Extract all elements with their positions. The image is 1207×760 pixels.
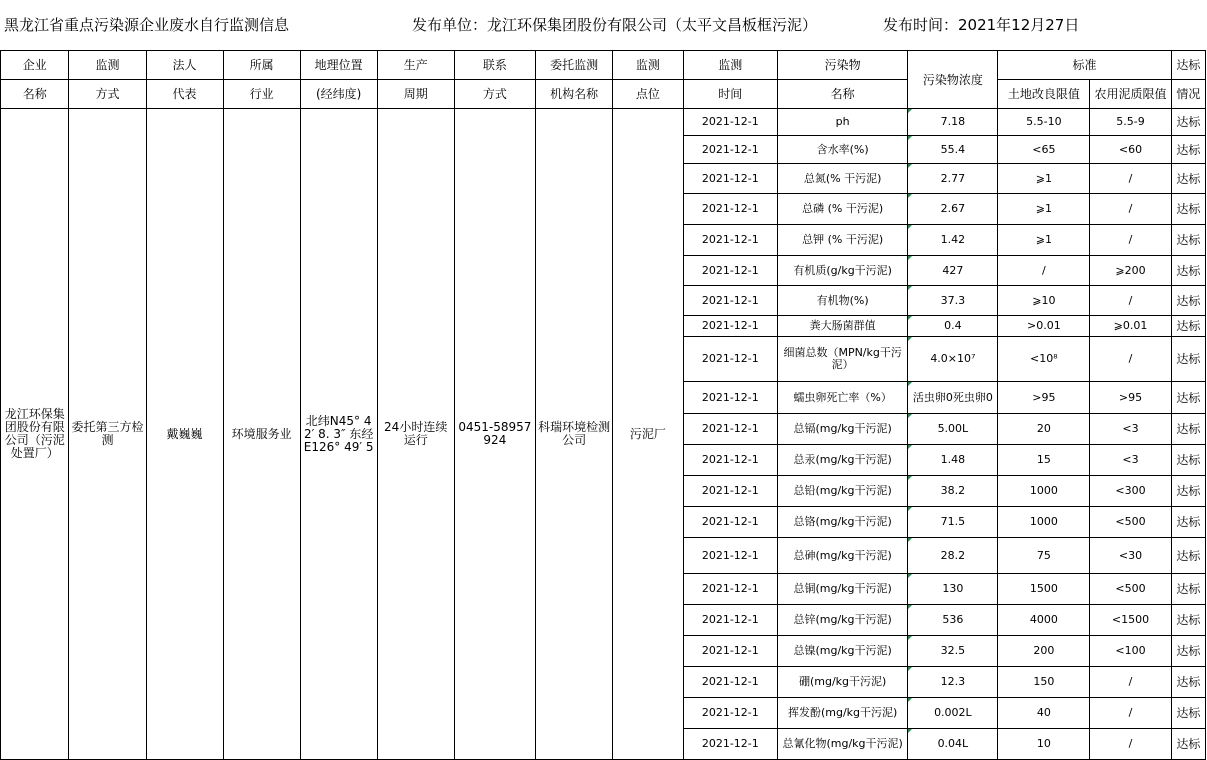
cell-standard-land: 1000: [998, 476, 1090, 507]
cell-pollutant: 总锌(mg/kg干污泥): [777, 605, 908, 636]
col-enterprise: 企业: [1, 51, 69, 80]
cell-concentration: 71.5: [908, 507, 998, 538]
cell-standard-farm: 5.5-9: [1090, 109, 1171, 136]
cell-pollutant: 有机质(g/kg干污泥): [777, 256, 908, 286]
col-legal-rep-sub: 代表: [146, 80, 223, 109]
cell-time: 2021-12-1: [683, 194, 777, 225]
cell-time: 2021-12-1: [683, 574, 777, 605]
title-bar: [0, 0, 1207, 50]
cell-pollutant: 总汞(mg/kg干污泥): [777, 445, 908, 476]
cell-time: 2021-12-1: [683, 729, 777, 760]
publisher: 发布单位：龙江环保集团股份有限公司（太平文昌板框污泥）: [412, 16, 818, 34]
col-time-sub: 时间: [683, 80, 777, 109]
cell-pollutant: 总镉(mg/kg干污泥): [777, 414, 908, 445]
cell-standard-farm: /: [1090, 698, 1171, 729]
cell-concentration: 32.5: [908, 636, 998, 667]
cell-pollutant: 总钾 (% 干污泥): [777, 225, 908, 256]
cell-pollutant: 总氰化物(mg/kg干污泥): [777, 729, 908, 760]
cell-pollutant: 有机物(%): [777, 286, 908, 316]
cell-status: 达标: [1171, 136, 1205, 164]
cell-pollutant: 总铅(mg/kg干污泥): [777, 476, 908, 507]
cell-standard-farm: <60: [1090, 136, 1171, 164]
cell-pollutant: 总铜(mg/kg干污泥): [777, 574, 908, 605]
col-cycle-sub: 周期: [377, 80, 454, 109]
info-enterprise: 龙江环保集团股份有限公司（污泥处置厂）: [1, 109, 69, 760]
cell-standard-farm: <500: [1090, 574, 1171, 605]
cell-standard-farm: <3: [1090, 414, 1171, 445]
cell-standard-farm: <30: [1090, 538, 1171, 574]
cell-concentration: 55.4: [908, 136, 998, 164]
col-compliance: 达标: [1171, 51, 1205, 80]
cell-concentration: 0.002L: [908, 698, 998, 729]
col-enterprise-sub: 名称: [1, 80, 69, 109]
info-agency: 科瑞环境检测公司: [536, 109, 613, 760]
cell-pollutant: 蠕虫卵死亡率（%）: [777, 382, 908, 414]
cell-standard-farm: <500: [1090, 507, 1171, 538]
cell-pollutant: 挥发酚(mg/kg干污泥): [777, 698, 908, 729]
cell-time: 2021-12-1: [683, 538, 777, 574]
cell-status: 达标: [1171, 476, 1205, 507]
cell-pollutant: 总氮(% 干污泥): [777, 164, 908, 194]
cell-status: 达标: [1171, 729, 1205, 760]
col-point-sub: 点位: [613, 80, 684, 109]
col-agency-sub: 机构名称: [536, 80, 613, 109]
cell-concentration: 0.4: [908, 316, 998, 337]
cell-time: 2021-12-1: [683, 507, 777, 538]
header-row-2: [1, 80, 1206, 109]
cell-standard-land: 150: [998, 667, 1090, 698]
col-pollutant: 污染物: [777, 51, 908, 80]
cell-concentration: 活虫卵0死虫卵0: [908, 382, 998, 414]
cell-standard-land: 40: [998, 698, 1090, 729]
cell-standard-land: ⩾1: [998, 194, 1090, 225]
cell-time: 2021-12-1: [683, 636, 777, 667]
cell-status: 达标: [1171, 667, 1205, 698]
cell-standard-land: /: [998, 256, 1090, 286]
cell-concentration: 130: [908, 574, 998, 605]
cell-time: 2021-12-1: [683, 476, 777, 507]
cell-time: 2021-12-1: [683, 445, 777, 476]
cell-time: 2021-12-1: [683, 316, 777, 337]
cell-standard-farm: /: [1090, 729, 1171, 760]
col-industry: 所属: [223, 51, 300, 80]
info-industry: 环境服务业: [223, 109, 300, 760]
cell-concentration: 37.3: [908, 286, 998, 316]
cell-status: 达标: [1171, 194, 1205, 225]
cell-time: 2021-12-1: [683, 382, 777, 414]
cell-concentration: 2.77: [908, 164, 998, 194]
cell-time: 2021-12-1: [683, 414, 777, 445]
col-method-sub: 方式: [69, 80, 146, 109]
col-concentration: 污染物浓度: [908, 51, 998, 109]
cell-concentration: 7.18: [908, 109, 998, 136]
cell-standard-land: <10⁸: [998, 337, 1090, 382]
col-contact-sub: 方式: [454, 80, 535, 109]
page-title: 黑龙江省重点污染源企业废水自行监测信息: [4, 16, 290, 34]
cell-status: 达标: [1171, 605, 1205, 636]
cell-status: 达标: [1171, 337, 1205, 382]
cell-time: 2021-12-1: [683, 605, 777, 636]
col-location: 地理位置: [300, 51, 377, 80]
cell-concentration: 28.2: [908, 538, 998, 574]
cell-pollutant: 总铬(mg/kg干污泥): [777, 507, 908, 538]
cell-status: 达标: [1171, 316, 1205, 337]
cell-time: 2021-12-1: [683, 256, 777, 286]
cell-pollutant: ph: [777, 109, 908, 136]
cell-standard-farm: /: [1090, 164, 1171, 194]
cell-concentration: 1.42: [908, 225, 998, 256]
cell-pollutant: 硼(mg/kg干污泥): [777, 667, 908, 698]
cell-pollutant: 总磷 (% 干污泥): [777, 194, 908, 225]
cell-status: 达标: [1171, 164, 1205, 194]
cell-concentration: 536: [908, 605, 998, 636]
cell-standard-farm: /: [1090, 194, 1171, 225]
cell-standard-farm: /: [1090, 667, 1171, 698]
cell-pollutant: 含水率(%): [777, 136, 908, 164]
header-row-1: [1, 51, 1206, 80]
cell-concentration: 0.04L: [908, 729, 998, 760]
cell-time: 2021-12-1: [683, 164, 777, 194]
cell-standard-land: 200: [998, 636, 1090, 667]
cell-status: 达标: [1171, 109, 1205, 136]
monitoring-table: [0, 50, 1206, 760]
info-method: 委托第三方检测: [69, 109, 146, 760]
cell-standard-land: <65: [998, 136, 1090, 164]
cell-status: 达标: [1171, 698, 1205, 729]
cell-standard-farm: ⩾0.01: [1090, 316, 1171, 337]
cell-pollutant: 粪大肠菌群值: [777, 316, 908, 337]
cell-standard-land: ⩾10: [998, 286, 1090, 316]
publish-time: 发布时间：2021年12月27日: [883, 16, 1080, 34]
cell-time: 2021-12-1: [683, 667, 777, 698]
col-time: 监测: [683, 51, 777, 80]
cell-concentration: 4.0×10⁷: [908, 337, 998, 382]
col-contact: 联系: [454, 51, 535, 80]
cell-pollutant: 细菌总数（MPN/kg干污泥）: [777, 337, 908, 382]
cell-status: 达标: [1171, 256, 1205, 286]
col-standard-land: 土地改良限值: [998, 80, 1090, 109]
col-industry-sub: 行业: [223, 80, 300, 109]
cell-standard-land: 1000: [998, 507, 1090, 538]
col-pollutant-sub: 名称: [777, 80, 908, 109]
col-legal-rep: 法人: [146, 51, 223, 80]
col-standard-farm: 农用泥质限值: [1090, 80, 1171, 109]
cell-standard-land: 5.5-10: [998, 109, 1090, 136]
col-cycle: 生产: [377, 51, 454, 80]
cell-concentration: 1.48: [908, 445, 998, 476]
cell-concentration: 12.3: [908, 667, 998, 698]
cell-pollutant: 总镍(mg/kg干污泥): [777, 636, 908, 667]
cell-time: 2021-12-1: [683, 136, 777, 164]
cell-standard-farm: <100: [1090, 636, 1171, 667]
table-row: [1, 109, 1206, 136]
cell-status: 达标: [1171, 574, 1205, 605]
col-method: 监测: [69, 51, 146, 80]
cell-standard-land: 15: [998, 445, 1090, 476]
col-point: 监测: [613, 51, 684, 80]
col-compliance-sub: 情况: [1171, 80, 1205, 109]
cell-status: 达标: [1171, 636, 1205, 667]
cell-time: 2021-12-1: [683, 337, 777, 382]
cell-standard-land: ⩾1: [998, 164, 1090, 194]
cell-standard-farm: ⩾200: [1090, 256, 1171, 286]
cell-status: 达标: [1171, 286, 1205, 316]
info-legal-rep: 戴巍巍: [146, 109, 223, 760]
cell-standard-farm: >95: [1090, 382, 1171, 414]
cell-status: 达标: [1171, 382, 1205, 414]
info-location: 北纬N45° 42′ 8. 3″ 东经E126° 49′ 5: [300, 109, 377, 760]
info-contact: 0451-58957924: [454, 109, 535, 760]
cell-status: 达标: [1171, 507, 1205, 538]
col-standard: 标准: [998, 51, 1171, 80]
cell-standard-farm: /: [1090, 225, 1171, 256]
cell-standard-farm: /: [1090, 337, 1171, 382]
info-cycle: 24小时连续运行: [377, 109, 454, 760]
cell-time: 2021-12-1: [683, 109, 777, 136]
cell-time: 2021-12-1: [683, 698, 777, 729]
cell-standard-land: >0.01: [998, 316, 1090, 337]
cell-standard-farm: <3: [1090, 445, 1171, 476]
cell-concentration: 38.2: [908, 476, 998, 507]
col-location-sub: (经纬度): [300, 80, 377, 109]
cell-standard-land: ⩾1: [998, 225, 1090, 256]
cell-status: 达标: [1171, 225, 1205, 256]
cell-standard-land: >95: [998, 382, 1090, 414]
cell-standard-land: 20: [998, 414, 1090, 445]
cell-pollutant: 总砷(mg/kg干污泥): [777, 538, 908, 574]
cell-standard-land: 1500: [998, 574, 1090, 605]
cell-standard-land: 75: [998, 538, 1090, 574]
cell-concentration: 427: [908, 256, 998, 286]
cell-time: 2021-12-1: [683, 225, 777, 256]
cell-standard-farm: /: [1090, 286, 1171, 316]
cell-time: 2021-12-1: [683, 286, 777, 316]
cell-concentration: 5.00L: [908, 414, 998, 445]
cell-standard-land: 10: [998, 729, 1090, 760]
col-agency: 委托监测: [536, 51, 613, 80]
cell-standard-farm: <300: [1090, 476, 1171, 507]
cell-status: 达标: [1171, 538, 1205, 574]
cell-concentration: 2.67: [908, 194, 998, 225]
cell-status: 达标: [1171, 414, 1205, 445]
cell-standard-farm: <1500: [1090, 605, 1171, 636]
cell-status: 达标: [1171, 445, 1205, 476]
cell-standard-land: 4000: [998, 605, 1090, 636]
info-point: 污泥厂: [613, 109, 684, 760]
